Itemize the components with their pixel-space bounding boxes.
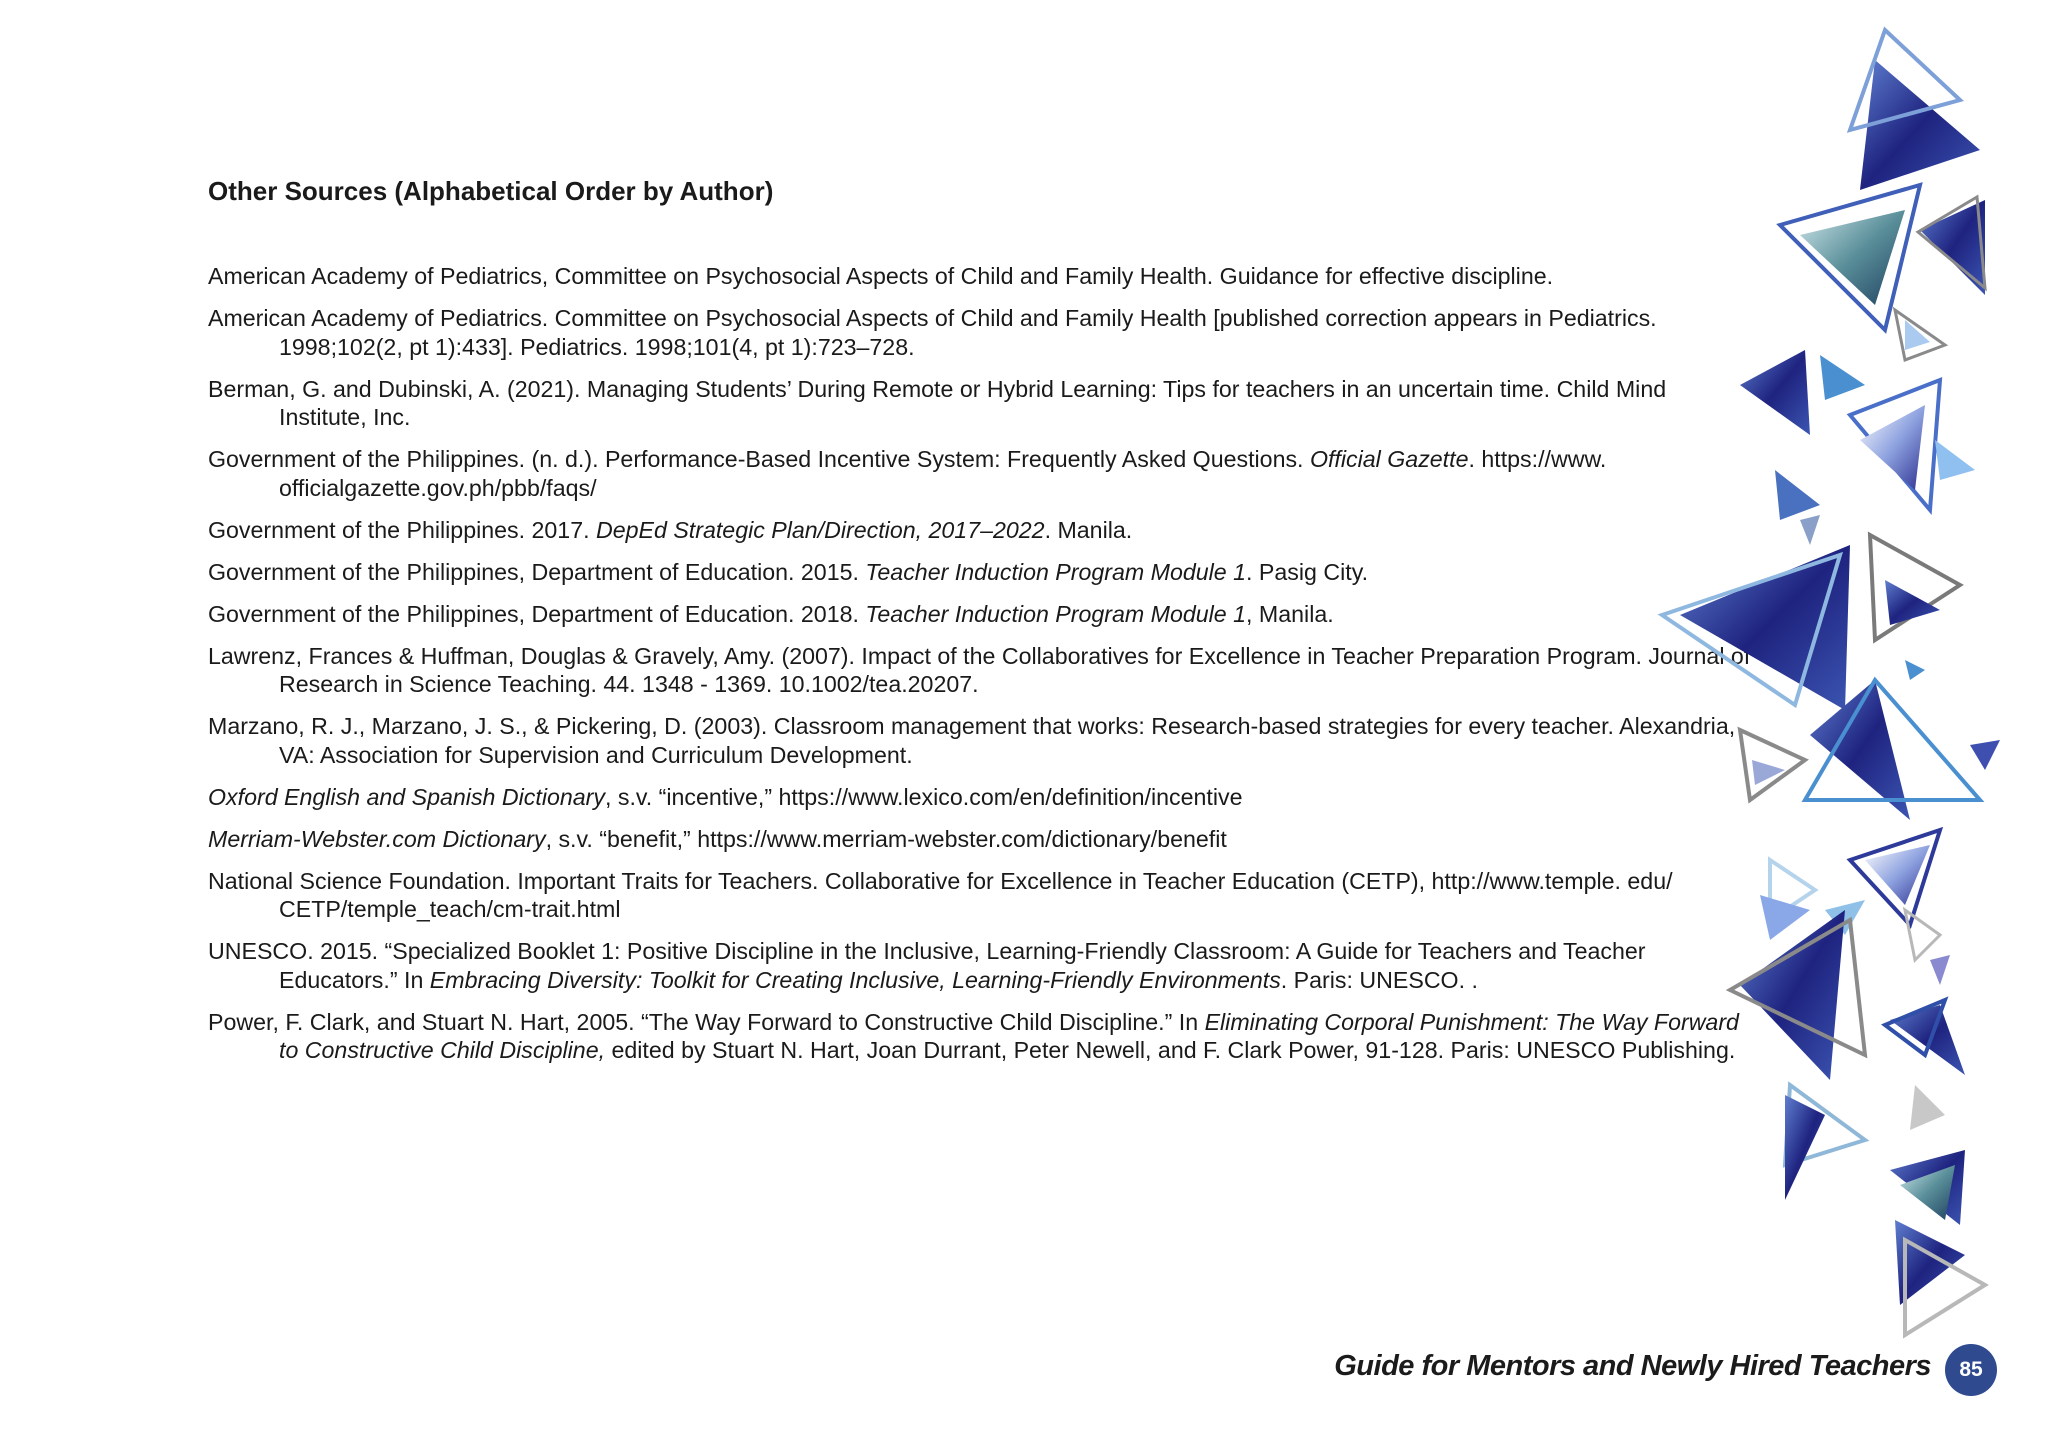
reference-entry [208,445,1753,502]
reference-text: Government of the Philippines. 2017. [208,516,596,543]
reference-text: . https://www. officialgazette.gov.ph/pbb/faqs/ [279,446,1607,501]
reference-entry [208,516,1753,545]
reference-text: American Academy of Pediatrics. Committee on Psychosocial Aspects of Child and Family Health [published correction appears in Pediatrics. 1998;102(2, pt 1):433]. Pediatrics. 1998;101(4, pt 1):723–728. [208,305,1657,360]
reference-title-italic: Embracing Diversity: Toolkit for Creating Inclusive, Learning-Friendly Environments [429,966,1281,993]
reference-entry [208,558,1753,587]
reference-entry [208,304,1753,361]
reference-entry [208,712,1753,769]
reference-entry [208,825,1753,854]
reference-entry [208,937,1753,994]
decorative-triangle-border [1640,0,2048,1448]
reference-entry [208,600,1753,629]
reference-title-italic: Eliminating Corporal Punishment: The Way Forward to Constructive Child Discipline, [279,1008,1739,1063]
reference-text: UNESCO. 2015. “Specialized Booklet 1: Positive Discipline in the Inclusive, Learning-Friendly Classroom: A Guide for Teachers and Teacher Educators.” In [208,938,1646,993]
reference-text: Lawrenz, Frances & Huffman, Douglas & Gravely, Amy. (2007). Impact of the Collaboratives for Excellence in Teacher Preparation Program. Journal of Research in Science Teaching. 44. 1348 - 1369. 10.1002/tea.20207. [208,642,1751,697]
reference-entry [208,642,1753,699]
reference-entry [208,783,1753,812]
reference-text: edited by Stuart N. Hart, Joan Durrant, Peter Newell, and F. Clark Power, 91-128. Paris: UNESCO Publishing. [605,1037,1736,1063]
reference-title-italic: Official Gazette [1309,446,1469,472]
reference-title-italic: Merriam-Webster.com Dictionary [208,825,546,852]
reference-text: Government of the Philippines. (n. d.). Performance-Based Incentive System: Frequently Asked Questions. [208,446,1310,472]
reference-text: American Academy of Pediatrics, Committee on Psychosocial Aspects of Child and Family Health. Guidance for effective discipline. [208,263,1554,289]
reference-text: Government of the Philippines, Department of Education. 2015. [208,558,866,585]
reference-entry [208,1008,1753,1065]
reference-list [208,262,1753,1078]
reference-text: Berman, G. and Dubinski, A. (2021). Managing Students’ During Remote or Hybrid Learning: Tips for teachers in an uncertain time. Child Mind Institute, Inc. [208,375,1667,430]
reference-text: , s.v. “benefit,” https://www.merriam-webster.com/dictionary/benefit [545,825,1227,852]
reference-text: , Manila. [1246,600,1334,627]
reference-text: . Paris: UNESCO. . [1280,966,1478,993]
reference-entry [208,375,1753,432]
reference-text: , s.v. “incentive,” https://www.lexico.com/en/definition/incentive [604,783,1243,810]
reference-title-italic: Teacher Induction Program Module 1 [865,600,1247,627]
reference-text: . Pasig City. [1246,558,1369,585]
reference-text: . Manila. [1044,516,1133,543]
reference-title-italic: DepEd Strategic Plan/Direction, 2017–2022 [595,516,1045,543]
reference-text: National Science Foundation. Important Traits for Teachers. Collaborative for Excellence in Teacher Education (CETP), http://www.temple. edu/ CETP/temple_teach/cm-trait.html [208,867,1673,922]
reference-entry [208,867,1753,924]
reference-title-italic: Teacher Induction Program Module 1 [865,558,1247,585]
reference-text: Power, F. Clark, and Stuart N. Hart, 2005. “The Way Forward to Constructive Child Discipline.” In [208,1008,1205,1035]
page-number-badge: 85 [1945,1344,1997,1396]
reference-text: Government of the Philippines, Department of Education. 2018. [208,600,866,627]
footer-title: Guide for Mentors and Newly Hired Teachers [1334,1350,1931,1382]
section-heading: Other Sources (Alphabetical Order by Author) [208,176,774,206]
reference-title-italic: Oxford English and Spanish Dictionary [208,783,605,810]
reference-text: Marzano, R. J., Marzano, J. S., & Pickering, D. (2003). Classroom management that works: Research-based strategies for every teacher. Alexandria, VA: Association for Supervision and Curriculum Development. [208,713,1736,768]
reference-entry [208,262,1753,291]
